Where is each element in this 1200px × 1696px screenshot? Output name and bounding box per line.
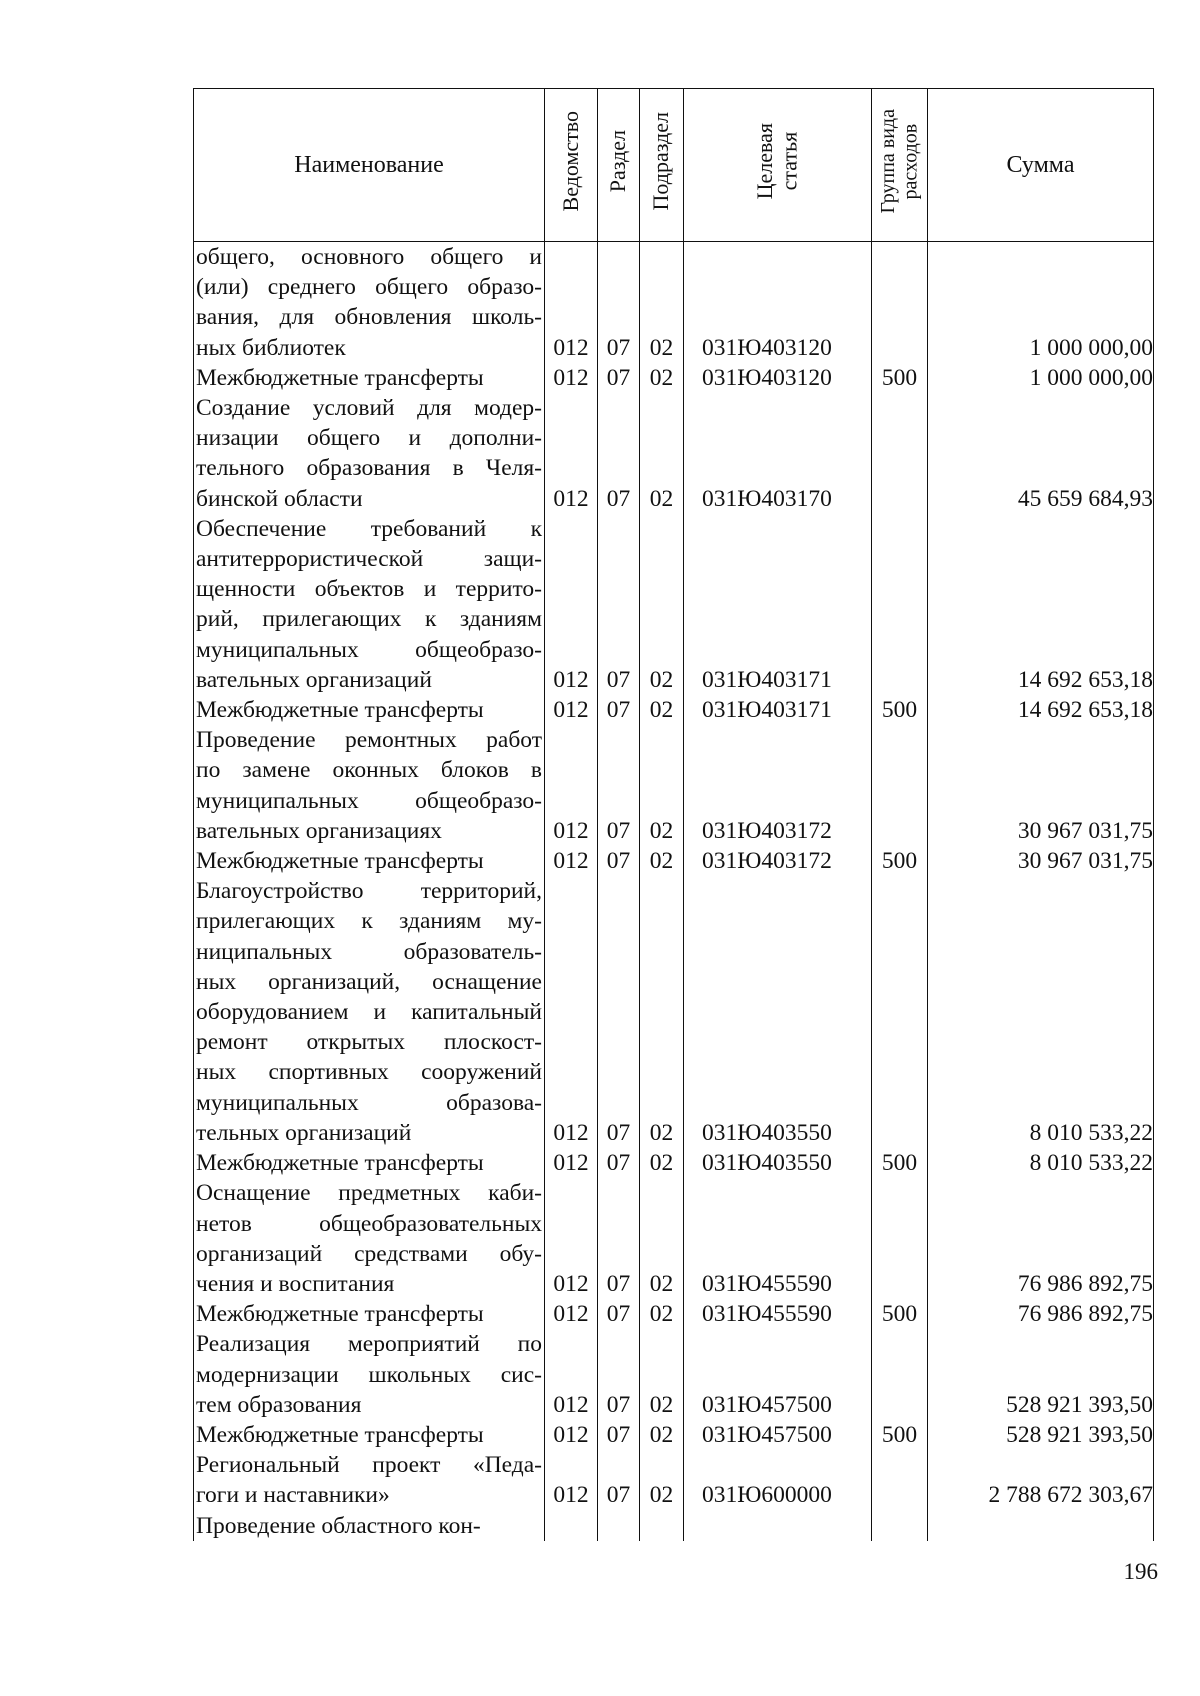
row-podrazdel: 02 (640, 1178, 684, 1299)
table-body (194, 242, 1154, 1541)
row-podrazdel: 02 (640, 1450, 684, 1510)
row-name (194, 846, 545, 876)
header-celevaya: Целевая статья (684, 89, 872, 242)
row-vedomstvo: 012 (545, 1299, 598, 1329)
row-summa: 14 692 653,18 (928, 695, 1154, 725)
row-vedomstvo: 012 (545, 695, 598, 725)
row-celevaya: 031Ю403120 (684, 363, 872, 393)
row-celevaya: 031Ю403120 (684, 242, 872, 363)
row-vedomstvo: 012 (545, 1178, 598, 1299)
row-name (194, 876, 545, 1148)
header-vedomstvo: Ведомство (545, 89, 598, 242)
row-gruppa: 500 (872, 1420, 928, 1450)
row-vedomstvo: 012 (545, 363, 598, 393)
row-name-line: рий, прилегающих к зданиям (196, 606, 542, 633)
row-celevaya: 031Ю403171 (684, 514, 872, 695)
row-razdel: 07 (598, 725, 640, 846)
row-name-line: гоги и наставники» (196, 1482, 390, 1509)
table-row (194, 514, 1154, 695)
row-name-line: Оснащение предметных каби- (196, 1180, 542, 1207)
row-celevaya: 031Ю403171 (684, 695, 872, 725)
row-podrazdel: 02 (640, 846, 684, 876)
row-gruppa (872, 393, 928, 514)
row-name-line: чения и воспитания (196, 1270, 395, 1297)
row-summa (928, 1511, 1154, 1541)
row-podrazdel: 02 (640, 242, 684, 363)
row-gruppa (872, 1511, 928, 1541)
row-vedomstvo: 012 (545, 1420, 598, 1450)
row-razdel: 07 (598, 695, 640, 725)
row-name-line: Создание условий для модер- (196, 395, 542, 422)
row-name-line: Межбюджетные трансферты (196, 364, 484, 391)
row-gruppa: 500 (872, 1299, 928, 1329)
row-gruppa (872, 1329, 928, 1420)
row-celevaya: 031Ю403170 (684, 393, 872, 514)
row-summa: 1 000 000,00 (928, 363, 1154, 393)
row-name-line: Межбюджетные трансферты (196, 1150, 484, 1177)
row-podrazdel: 02 (640, 876, 684, 1148)
row-vedomstvo: 012 (545, 1450, 598, 1510)
table-row (194, 1148, 1154, 1178)
row-name (194, 393, 545, 514)
row-celevaya: 031Ю457500 (684, 1329, 872, 1420)
row-vedomstvo: 012 (545, 1329, 598, 1420)
table-row (194, 695, 1154, 725)
header-summa: Сумма (928, 89, 1154, 242)
row-name-line: вательных организаций (196, 666, 432, 693)
row-razdel: 07 (598, 242, 640, 363)
row-summa: 30 967 031,75 (928, 725, 1154, 846)
row-name-line: муниципальных общеобразо- (196, 636, 542, 663)
table-row (194, 1450, 1154, 1510)
row-summa: 45 659 684,93 (928, 393, 1154, 514)
row-razdel: 07 (598, 1450, 640, 1510)
row-name-line: Реализация мероприятий по (196, 1331, 542, 1358)
row-podrazdel: 02 (640, 363, 684, 393)
row-razdel: 07 (598, 1420, 640, 1450)
row-vedomstvo (545, 1511, 598, 1541)
row-name-line: бинской области (196, 485, 363, 512)
row-name-line: Межбюджетные трансферты (196, 1301, 484, 1328)
header-gruppa: Группа вида расходов (872, 89, 928, 242)
row-name-line: вательных организациях (196, 817, 442, 844)
row-name (194, 363, 545, 393)
table-row (194, 363, 1154, 393)
row-summa: 76 986 892,75 (928, 1299, 1154, 1329)
row-name-line: Межбюджетные трансферты (196, 697, 484, 724)
row-name (194, 1178, 545, 1299)
row-summa: 76 986 892,75 (928, 1178, 1154, 1299)
row-vedomstvo: 012 (545, 876, 598, 1148)
row-summa: 8 010 533,22 (928, 1148, 1154, 1178)
row-vedomstvo: 012 (545, 1148, 598, 1178)
row-gruppa (872, 1450, 928, 1510)
row-podrazdel: 02 (640, 514, 684, 695)
row-name-line: по замене оконных блоков в (196, 757, 542, 784)
row-name-line: Благоустройство территорий, (196, 878, 542, 905)
row-name (194, 1420, 545, 1450)
row-razdel (598, 1511, 640, 1541)
row-name-line: тем образования (196, 1391, 362, 1418)
row-razdel: 07 (598, 363, 640, 393)
table-row (194, 393, 1154, 514)
row-celevaya: 031Ю600000 (684, 1450, 872, 1510)
row-gruppa (872, 725, 928, 846)
row-summa: 2 788 672 303,67 (928, 1450, 1154, 1510)
row-vedomstvo: 012 (545, 242, 598, 363)
row-celevaya: 031Ю403172 (684, 725, 872, 846)
row-name-line: нетов общеобразовательных (196, 1210, 542, 1237)
row-name-line: ных организаций, оснащение (196, 968, 542, 995)
row-gruppa: 500 (872, 695, 928, 725)
row-name-line: Региональный проект «Педа- (196, 1452, 542, 1479)
row-name-line: модернизации школьных сис- (196, 1361, 542, 1388)
row-name-line: ных спортивных сооружений (196, 1059, 542, 1086)
row-summa: 1 000 000,00 (928, 242, 1154, 363)
row-name (194, 1511, 545, 1541)
row-name-line: Обеспечение требований к (196, 515, 542, 542)
row-celevaya: 031Ю457500 (684, 1420, 872, 1450)
row-name-line: оборудованием и капитальный (196, 999, 542, 1026)
row-razdel: 07 (598, 393, 640, 514)
row-podrazdel: 02 (640, 1148, 684, 1178)
table-row (194, 1299, 1154, 1329)
row-name-line: Проведение ремонтных работ (196, 727, 542, 754)
row-name (194, 725, 545, 846)
row-razdel: 07 (598, 1178, 640, 1299)
table-row (194, 725, 1154, 846)
row-name-line: Межбюджетные трансферты (196, 848, 484, 875)
row-summa: 8 010 533,22 (928, 876, 1154, 1148)
row-gruppa: 500 (872, 363, 928, 393)
row-name (194, 242, 545, 363)
header-podrazdel: Подраздел (640, 89, 684, 242)
row-name (194, 695, 545, 725)
row-name-line: общего, основного общего и (196, 244, 542, 270)
row-summa: 528 921 393,50 (928, 1420, 1154, 1450)
row-gruppa (872, 242, 928, 363)
row-name-line: ниципальных образователь- (196, 938, 542, 965)
row-name (194, 514, 545, 695)
row-gruppa (872, 514, 928, 695)
row-celevaya: 031Ю403172 (684, 846, 872, 876)
row-podrazdel: 02 (640, 725, 684, 846)
row-name (194, 1329, 545, 1420)
row-podrazdel: 02 (640, 695, 684, 725)
table-row (194, 846, 1154, 876)
row-gruppa (872, 876, 928, 1148)
row-name-line: (или) среднего общего образо- (196, 274, 542, 301)
row-summa: 14 692 653,18 (928, 514, 1154, 695)
row-razdel: 07 (598, 846, 640, 876)
row-name (194, 1148, 545, 1178)
row-name-line: тельных организаций (196, 1119, 412, 1146)
row-vedomstvo: 012 (545, 393, 598, 514)
row-name-line: низации общего и дополни- (196, 425, 542, 452)
table-row (194, 1511, 1154, 1541)
row-razdel: 07 (598, 514, 640, 695)
row-celevaya: 031Ю455590 (684, 1299, 872, 1329)
row-name-line: прилегающих к зданиям му- (196, 908, 542, 935)
row-razdel: 07 (598, 1299, 640, 1329)
row-name-line: муниципальных образова- (196, 1089, 542, 1116)
row-podrazdel: 02 (640, 1299, 684, 1329)
row-podrazdel (640, 1511, 684, 1541)
row-razdel: 07 (598, 1329, 640, 1420)
table-row (194, 1178, 1154, 1299)
row-razdel: 07 (598, 876, 640, 1148)
row-gruppa: 500 (872, 1148, 928, 1178)
row-name-line: Межбюджетные трансферты (196, 1421, 484, 1448)
row-name-line: организаций средствами обу- (196, 1240, 542, 1267)
budget-table (193, 88, 1154, 1541)
row-vedomstvo: 012 (545, 725, 598, 846)
row-vedomstvo: 012 (545, 846, 598, 876)
row-podrazdel: 02 (640, 1420, 684, 1450)
row-name-line: ремонт открытых плоскост- (196, 1029, 542, 1056)
row-name-line: антитеррористической защи- (196, 546, 542, 573)
row-celevaya (684, 1511, 872, 1541)
row-name-line: тельного образования в Челя- (196, 455, 542, 482)
table-row (194, 1329, 1154, 1420)
row-name-line: Проведение областного кон- (196, 1512, 481, 1539)
row-summa: 30 967 031,75 (928, 846, 1154, 876)
row-vedomstvo: 012 (545, 514, 598, 695)
row-gruppa: 500 (872, 846, 928, 876)
header-razdel: Раздел (598, 89, 640, 242)
table-row (194, 876, 1154, 1148)
row-podrazdel: 02 (640, 393, 684, 514)
row-razdel: 07 (598, 1148, 640, 1178)
row-celevaya: 031Ю455590 (684, 1178, 872, 1299)
table-row (194, 242, 1154, 363)
row-name-line: вания, для обновления школь- (196, 304, 542, 331)
row-celevaya: 031Ю403550 (684, 876, 872, 1148)
header-name: Наименование (194, 89, 545, 242)
table-row (194, 1420, 1154, 1450)
row-summa: 528 921 393,50 (928, 1329, 1154, 1420)
row-podrazdel: 02 (640, 1329, 684, 1420)
row-gruppa (872, 1178, 928, 1299)
table-header (194, 89, 1154, 242)
row-name-line: муниципальных общеобразо- (196, 787, 542, 814)
row-name-line: щенности объектов и террито- (196, 576, 542, 603)
row-name (194, 1450, 545, 1510)
page-number: 196 (1123, 1559, 1158, 1584)
row-name-line: ных библиотек (196, 334, 346, 361)
row-celevaya: 031Ю403550 (684, 1148, 872, 1178)
row-name (194, 1299, 545, 1329)
